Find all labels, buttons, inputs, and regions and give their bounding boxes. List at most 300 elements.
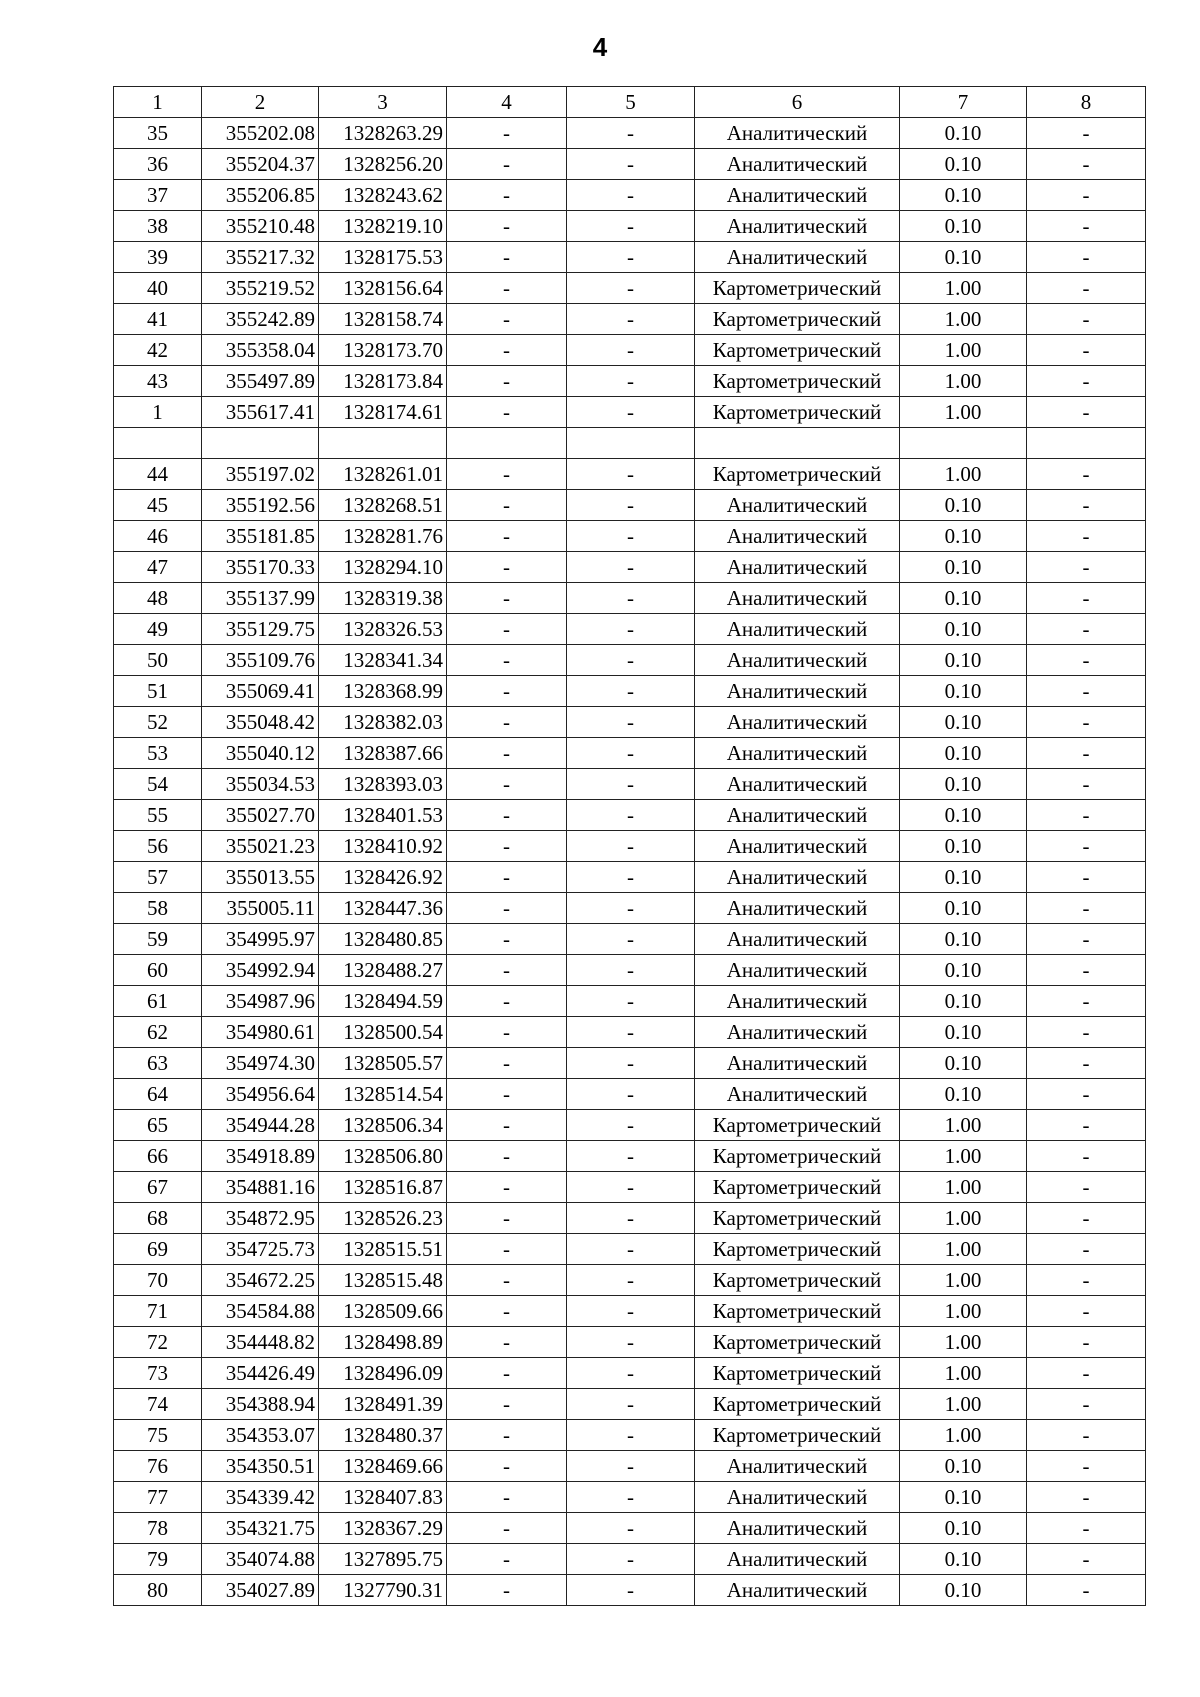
- col4-cell: -: [447, 242, 567, 273]
- col5-cell: -: [567, 149, 695, 180]
- method-cell: Аналитический: [695, 800, 900, 831]
- table-row: [114, 118, 1146, 149]
- col5-cell: -: [567, 335, 695, 366]
- x-coordinate-cell: 354974.30: [202, 1048, 319, 1079]
- col4-cell: -: [447, 552, 567, 583]
- col5-cell: -: [567, 1079, 695, 1110]
- point-number-cell: 76: [114, 1451, 202, 1482]
- col5-cell: -: [567, 738, 695, 769]
- accuracy-cell: 0.10: [900, 924, 1027, 955]
- y-coordinate-cell: 1328447.36: [319, 893, 447, 924]
- col8-cell: -: [1027, 1265, 1146, 1296]
- col5-cell: -: [567, 118, 695, 149]
- col8-cell: -: [1027, 1513, 1146, 1544]
- accuracy-cell: 0.10: [900, 1451, 1027, 1482]
- col8-cell: -: [1027, 955, 1146, 986]
- x-coordinate-cell: 355206.85: [202, 180, 319, 211]
- col4-cell: -: [447, 769, 567, 800]
- col4-cell: -: [447, 459, 567, 490]
- col4-cell: -: [447, 1203, 567, 1234]
- col8-cell: -: [1027, 1575, 1146, 1606]
- col4-cell: -: [447, 831, 567, 862]
- col8-cell: -: [1027, 521, 1146, 552]
- col5-cell: -: [567, 1575, 695, 1606]
- col5-cell: -: [567, 1017, 695, 1048]
- x-coordinate-cell: 355129.75: [202, 614, 319, 645]
- x-coordinate-cell: 355497.89: [202, 366, 319, 397]
- header-row: [114, 87, 1146, 118]
- accuracy-cell: 0.10: [900, 707, 1027, 738]
- point-number-cell: 61: [114, 986, 202, 1017]
- col8-cell: -: [1027, 1358, 1146, 1389]
- col5-cell: -: [567, 1327, 695, 1358]
- method-cell: Картометрический: [695, 1327, 900, 1358]
- x-coordinate-cell: 354995.97: [202, 924, 319, 955]
- col4-cell: -: [447, 1234, 567, 1265]
- col8-cell: -: [1027, 862, 1146, 893]
- accuracy-cell: 1.00: [900, 1327, 1027, 1358]
- col5-cell: -: [567, 1420, 695, 1451]
- col8-cell: -: [1027, 800, 1146, 831]
- column-header: 1: [114, 87, 202, 118]
- col8-cell: -: [1027, 986, 1146, 1017]
- col4-cell: -: [447, 924, 567, 955]
- col5-cell: -: [567, 862, 695, 893]
- y-coordinate-cell: 1328496.09: [319, 1358, 447, 1389]
- accuracy-cell: 0.10: [900, 149, 1027, 180]
- col4-cell: -: [447, 1389, 567, 1420]
- col8-cell: -: [1027, 149, 1146, 180]
- col5-cell: -: [567, 1389, 695, 1420]
- col5-cell: -: [567, 459, 695, 490]
- col8-cell: -: [1027, 490, 1146, 521]
- col4-cell: -: [447, 273, 567, 304]
- method-cell: Аналитический: [695, 676, 900, 707]
- method-cell: Картометрический: [695, 273, 900, 304]
- method-cell: Аналитический: [695, 583, 900, 614]
- y-coordinate-cell: 1328219.10: [319, 211, 447, 242]
- point-number-cell: 50: [114, 645, 202, 676]
- x-coordinate-cell: 355021.23: [202, 831, 319, 862]
- x-coordinate-cell: 354881.16: [202, 1172, 319, 1203]
- col5-cell: -: [567, 707, 695, 738]
- point-number-cell: 73: [114, 1358, 202, 1389]
- table-row: [114, 552, 1146, 583]
- point-number-cell: 47: [114, 552, 202, 583]
- x-coordinate-cell: 354584.88: [202, 1296, 319, 1327]
- y-coordinate-cell: 1328480.37: [319, 1420, 447, 1451]
- point-number-cell: 67: [114, 1172, 202, 1203]
- y-coordinate-cell: 1328509.66: [319, 1296, 447, 1327]
- accuracy-cell: 1.00: [900, 1203, 1027, 1234]
- method-cell: Аналитический: [695, 1079, 900, 1110]
- y-coordinate-cell: 1328156.64: [319, 273, 447, 304]
- point-number-cell: 75: [114, 1420, 202, 1451]
- method-cell: Картометрический: [695, 1296, 900, 1327]
- col8-cell: -: [1027, 1544, 1146, 1575]
- col8-cell: -: [1027, 831, 1146, 862]
- point-number-cell: 36: [114, 149, 202, 180]
- col5-cell: -: [567, 1048, 695, 1079]
- point-number-cell: 65: [114, 1110, 202, 1141]
- method-cell: Аналитический: [695, 1482, 900, 1513]
- x-coordinate-cell: 354353.07: [202, 1420, 319, 1451]
- accuracy-cell: 0.10: [900, 769, 1027, 800]
- point-number-cell: 52: [114, 707, 202, 738]
- col5-cell: -: [567, 1265, 695, 1296]
- accuracy-cell: 1.00: [900, 273, 1027, 304]
- page-number: 4: [592, 32, 608, 62]
- table-row: [114, 1544, 1146, 1575]
- col8-cell: -: [1027, 1141, 1146, 1172]
- col4-cell: -: [447, 149, 567, 180]
- method-cell: Аналитический: [695, 180, 900, 211]
- x-coordinate-cell: 354725.73: [202, 1234, 319, 1265]
- col5-cell: -: [567, 273, 695, 304]
- accuracy-cell: 0.10: [900, 986, 1027, 1017]
- x-coordinate-cell: 355192.56: [202, 490, 319, 521]
- method-cell: Картометрический: [695, 335, 900, 366]
- col8-cell: -: [1027, 1234, 1146, 1265]
- x-coordinate-cell: 354987.96: [202, 986, 319, 1017]
- accuracy-cell: 0.10: [900, 862, 1027, 893]
- point-number-cell: 37: [114, 180, 202, 211]
- accuracy-cell: 0.10: [900, 645, 1027, 676]
- accuracy-cell: 0.10: [900, 676, 1027, 707]
- y-coordinate-cell: 1328494.59: [319, 986, 447, 1017]
- table-row: [114, 1017, 1146, 1048]
- x-coordinate-cell: 354980.61: [202, 1017, 319, 1048]
- col4-cell: -: [447, 1296, 567, 1327]
- point-number-cell: [114, 428, 202, 459]
- col4-cell: -: [447, 118, 567, 149]
- accuracy-cell: 0.10: [900, 800, 1027, 831]
- table-row: [114, 1420, 1146, 1451]
- y-coordinate-cell: 1328387.66: [319, 738, 447, 769]
- accuracy-cell: 0.10: [900, 1544, 1027, 1575]
- col4-cell: -: [447, 1048, 567, 1079]
- method-cell: Картометрический: [695, 1203, 900, 1234]
- x-coordinate-cell: 354027.89: [202, 1575, 319, 1606]
- method-cell: Картометрический: [695, 1172, 900, 1203]
- y-coordinate-cell: 1328488.27: [319, 955, 447, 986]
- accuracy-cell: 1.00: [900, 1296, 1027, 1327]
- y-coordinate-cell: 1328407.83: [319, 1482, 447, 1513]
- method-cell: Аналитический: [695, 521, 900, 552]
- col4-cell: -: [447, 1358, 567, 1389]
- col5-cell: -: [567, 645, 695, 676]
- col8-cell: -: [1027, 738, 1146, 769]
- table-row: [114, 738, 1146, 769]
- table-row: [114, 986, 1146, 1017]
- column-header: 2: [202, 87, 319, 118]
- method-cell: Картометрический: [695, 1141, 900, 1172]
- col5-cell: -: [567, 1296, 695, 1327]
- table-row: [114, 1389, 1146, 1420]
- point-number-cell: 39: [114, 242, 202, 273]
- accuracy-cell: 1.00: [900, 1420, 1027, 1451]
- y-coordinate-cell: 1328243.62: [319, 180, 447, 211]
- col5-cell: -: [567, 1358, 695, 1389]
- x-coordinate-cell: 354872.95: [202, 1203, 319, 1234]
- accuracy-cell: 0.10: [900, 1482, 1027, 1513]
- method-cell: Аналитический: [695, 1544, 900, 1575]
- table-row: [114, 304, 1146, 335]
- col8-cell: -: [1027, 397, 1146, 428]
- col4-cell: -: [447, 1017, 567, 1048]
- col5-cell: -: [567, 955, 695, 986]
- y-coordinate-cell: 1328514.54: [319, 1079, 447, 1110]
- method-cell: Аналитический: [695, 707, 900, 738]
- col8-cell: -: [1027, 1203, 1146, 1234]
- x-coordinate-cell: 355204.37: [202, 149, 319, 180]
- accuracy-cell: 0.10: [900, 521, 1027, 552]
- table-row: [114, 1110, 1146, 1141]
- col5-cell: -: [567, 1141, 695, 1172]
- method-cell: Аналитический: [695, 552, 900, 583]
- table-row: [114, 1327, 1146, 1358]
- col4-cell: -: [447, 490, 567, 521]
- col5-cell: -: [567, 490, 695, 521]
- y-coordinate-cell: 1328426.92: [319, 862, 447, 893]
- accuracy-cell: 0.10: [900, 893, 1027, 924]
- y-coordinate-cell: 1328515.48: [319, 1265, 447, 1296]
- y-coordinate-cell: 1328505.57: [319, 1048, 447, 1079]
- y-coordinate-cell: 1327895.75: [319, 1544, 447, 1575]
- col4-cell: -: [447, 800, 567, 831]
- point-number-cell: 56: [114, 831, 202, 862]
- accuracy-cell: 0.10: [900, 118, 1027, 149]
- method-cell: Аналитический: [695, 769, 900, 800]
- accuracy-cell: 1.00: [900, 1389, 1027, 1420]
- method-cell: Аналитический: [695, 738, 900, 769]
- accuracy-cell: 1.00: [900, 335, 1027, 366]
- col5-cell: -: [567, 893, 695, 924]
- col4-cell: -: [447, 862, 567, 893]
- col4-cell: -: [447, 986, 567, 1017]
- x-coordinate-cell: 355013.55: [202, 862, 319, 893]
- col5-cell: -: [567, 552, 695, 583]
- x-coordinate-cell: 354426.49: [202, 1358, 319, 1389]
- accuracy-cell: 0.10: [900, 955, 1027, 986]
- col4-cell: -: [447, 955, 567, 986]
- accuracy-cell: 0.10: [900, 552, 1027, 583]
- point-number-cell: 63: [114, 1048, 202, 1079]
- point-number-cell: 45: [114, 490, 202, 521]
- col8-cell: -: [1027, 893, 1146, 924]
- table-row: [114, 769, 1146, 800]
- coordinates-table: [113, 86, 1146, 1606]
- col5-cell: -: [567, 1513, 695, 1544]
- x-coordinate-cell: 355137.99: [202, 583, 319, 614]
- col4-cell: -: [447, 1141, 567, 1172]
- accuracy-cell: 0.10: [900, 1513, 1027, 1544]
- x-coordinate-cell: 355217.32: [202, 242, 319, 273]
- point-number-cell: 38: [114, 211, 202, 242]
- column-header: 5: [567, 87, 695, 118]
- accuracy-cell: 0.10: [900, 583, 1027, 614]
- table-row: [114, 1234, 1146, 1265]
- accuracy-cell: 0.10: [900, 1079, 1027, 1110]
- col5-cell: -: [567, 1451, 695, 1482]
- col5-cell: -: [567, 924, 695, 955]
- point-number-cell: 68: [114, 1203, 202, 1234]
- col4-cell: -: [447, 676, 567, 707]
- col5-cell: -: [567, 1172, 695, 1203]
- col8-cell: -: [1027, 583, 1146, 614]
- col4-cell: -: [447, 211, 567, 242]
- col5-cell: -: [567, 211, 695, 242]
- x-coordinate-cell: 355109.76: [202, 645, 319, 676]
- table-row: [114, 180, 1146, 211]
- x-coordinate-cell: 354074.88: [202, 1544, 319, 1575]
- col4-cell: -: [447, 707, 567, 738]
- point-number-cell: 60: [114, 955, 202, 986]
- accuracy-cell: 1.00: [900, 1141, 1027, 1172]
- col4-cell: -: [447, 1079, 567, 1110]
- col4-cell: [447, 428, 567, 459]
- method-cell: Аналитический: [695, 893, 900, 924]
- col4-cell: -: [447, 614, 567, 645]
- x-coordinate-cell: 354388.94: [202, 1389, 319, 1420]
- method-cell: Аналитический: [695, 1048, 900, 1079]
- table-row: [114, 1079, 1146, 1110]
- point-number-cell: 72: [114, 1327, 202, 1358]
- col5-cell: -: [567, 366, 695, 397]
- column-header: 6: [695, 87, 900, 118]
- col8-cell: -: [1027, 1482, 1146, 1513]
- col5-cell: -: [567, 676, 695, 707]
- col4-cell: -: [447, 893, 567, 924]
- method-cell: [695, 428, 900, 459]
- y-coordinate-cell: 1328382.03: [319, 707, 447, 738]
- table-row: [114, 1358, 1146, 1389]
- x-coordinate-cell: 355181.85: [202, 521, 319, 552]
- point-number-cell: 79: [114, 1544, 202, 1575]
- col5-cell: -: [567, 1544, 695, 1575]
- table-row: [114, 862, 1146, 893]
- point-number-cell: 51: [114, 676, 202, 707]
- point-number-cell: 54: [114, 769, 202, 800]
- table-row: [114, 1513, 1146, 1544]
- table-row: [114, 1203, 1146, 1234]
- col5-cell: -: [567, 769, 695, 800]
- x-coordinate-cell: 355617.41: [202, 397, 319, 428]
- method-cell: Аналитический: [695, 645, 900, 676]
- accuracy-cell: 0.10: [900, 242, 1027, 273]
- accuracy-cell: 1.00: [900, 1265, 1027, 1296]
- col8-cell: -: [1027, 1296, 1146, 1327]
- table-row: [114, 1265, 1146, 1296]
- table-row: [114, 831, 1146, 862]
- x-coordinate-cell: 354321.75: [202, 1513, 319, 1544]
- x-coordinate-cell: 355358.04: [202, 335, 319, 366]
- method-cell: Аналитический: [695, 986, 900, 1017]
- accuracy-cell: 1.00: [900, 304, 1027, 335]
- table-row: [114, 1451, 1146, 1482]
- col8-cell: -: [1027, 1079, 1146, 1110]
- method-cell: Аналитический: [695, 1513, 900, 1544]
- y-coordinate-cell: [319, 428, 447, 459]
- x-coordinate-cell: 355040.12: [202, 738, 319, 769]
- method-cell: Картометрический: [695, 1265, 900, 1296]
- x-coordinate-cell: 354448.82: [202, 1327, 319, 1358]
- col8-cell: -: [1027, 924, 1146, 955]
- x-coordinate-cell: 355048.42: [202, 707, 319, 738]
- x-coordinate-cell: 354944.28: [202, 1110, 319, 1141]
- col4-cell: -: [447, 180, 567, 211]
- point-number-cell: 55: [114, 800, 202, 831]
- col5-cell: -: [567, 1203, 695, 1234]
- col8-cell: -: [1027, 552, 1146, 583]
- col4-cell: -: [447, 521, 567, 552]
- y-coordinate-cell: 1328173.84: [319, 366, 447, 397]
- accuracy-cell: 1.00: [900, 1110, 1027, 1141]
- method-cell: Картометрический: [695, 1389, 900, 1420]
- col5-cell: [567, 428, 695, 459]
- col4-cell: -: [447, 1575, 567, 1606]
- col8-cell: -: [1027, 1048, 1146, 1079]
- table-row: [114, 1482, 1146, 1513]
- accuracy-cell: [900, 428, 1027, 459]
- col8-cell: -: [1027, 676, 1146, 707]
- accuracy-cell: 0.10: [900, 738, 1027, 769]
- col4-cell: -: [447, 1513, 567, 1544]
- method-cell: Аналитический: [695, 955, 900, 986]
- y-coordinate-cell: 1328367.29: [319, 1513, 447, 1544]
- accuracy-cell: 1.00: [900, 397, 1027, 428]
- y-coordinate-cell: 1328498.89: [319, 1327, 447, 1358]
- method-cell: Картометрический: [695, 1234, 900, 1265]
- y-coordinate-cell: 1328393.03: [319, 769, 447, 800]
- accuracy-cell: 0.10: [900, 211, 1027, 242]
- point-number-cell: 66: [114, 1141, 202, 1172]
- col4-cell: -: [447, 1110, 567, 1141]
- x-coordinate-cell: 355034.53: [202, 769, 319, 800]
- col8-cell: [1027, 428, 1146, 459]
- point-number-cell: 46: [114, 521, 202, 552]
- point-number-cell: 43: [114, 366, 202, 397]
- y-coordinate-cell: 1328506.80: [319, 1141, 447, 1172]
- y-coordinate-cell: 1328319.38: [319, 583, 447, 614]
- table-row: [114, 1172, 1146, 1203]
- col8-cell: -: [1027, 273, 1146, 304]
- col4-cell: -: [447, 304, 567, 335]
- y-coordinate-cell: 1328515.51: [319, 1234, 447, 1265]
- col8-cell: -: [1027, 180, 1146, 211]
- method-cell: Аналитический: [695, 490, 900, 521]
- table-row: [114, 459, 1146, 490]
- point-number-cell: 48: [114, 583, 202, 614]
- x-coordinate-cell: 355005.11: [202, 893, 319, 924]
- accuracy-cell: 0.10: [900, 831, 1027, 862]
- point-number-cell: 77: [114, 1482, 202, 1513]
- point-number-cell: 58: [114, 893, 202, 924]
- table-row: [114, 1048, 1146, 1079]
- table-row: [114, 1141, 1146, 1172]
- col5-cell: -: [567, 583, 695, 614]
- table-row: [114, 273, 1146, 304]
- x-coordinate-cell: 355197.02: [202, 459, 319, 490]
- table-row: [114, 521, 1146, 552]
- point-number-cell: 80: [114, 1575, 202, 1606]
- y-coordinate-cell: 1328410.92: [319, 831, 447, 862]
- method-cell: Аналитический: [695, 614, 900, 645]
- y-coordinate-cell: 1327790.31: [319, 1575, 447, 1606]
- y-coordinate-cell: 1328175.53: [319, 242, 447, 273]
- y-coordinate-cell: 1328268.51: [319, 490, 447, 521]
- col8-cell: -: [1027, 304, 1146, 335]
